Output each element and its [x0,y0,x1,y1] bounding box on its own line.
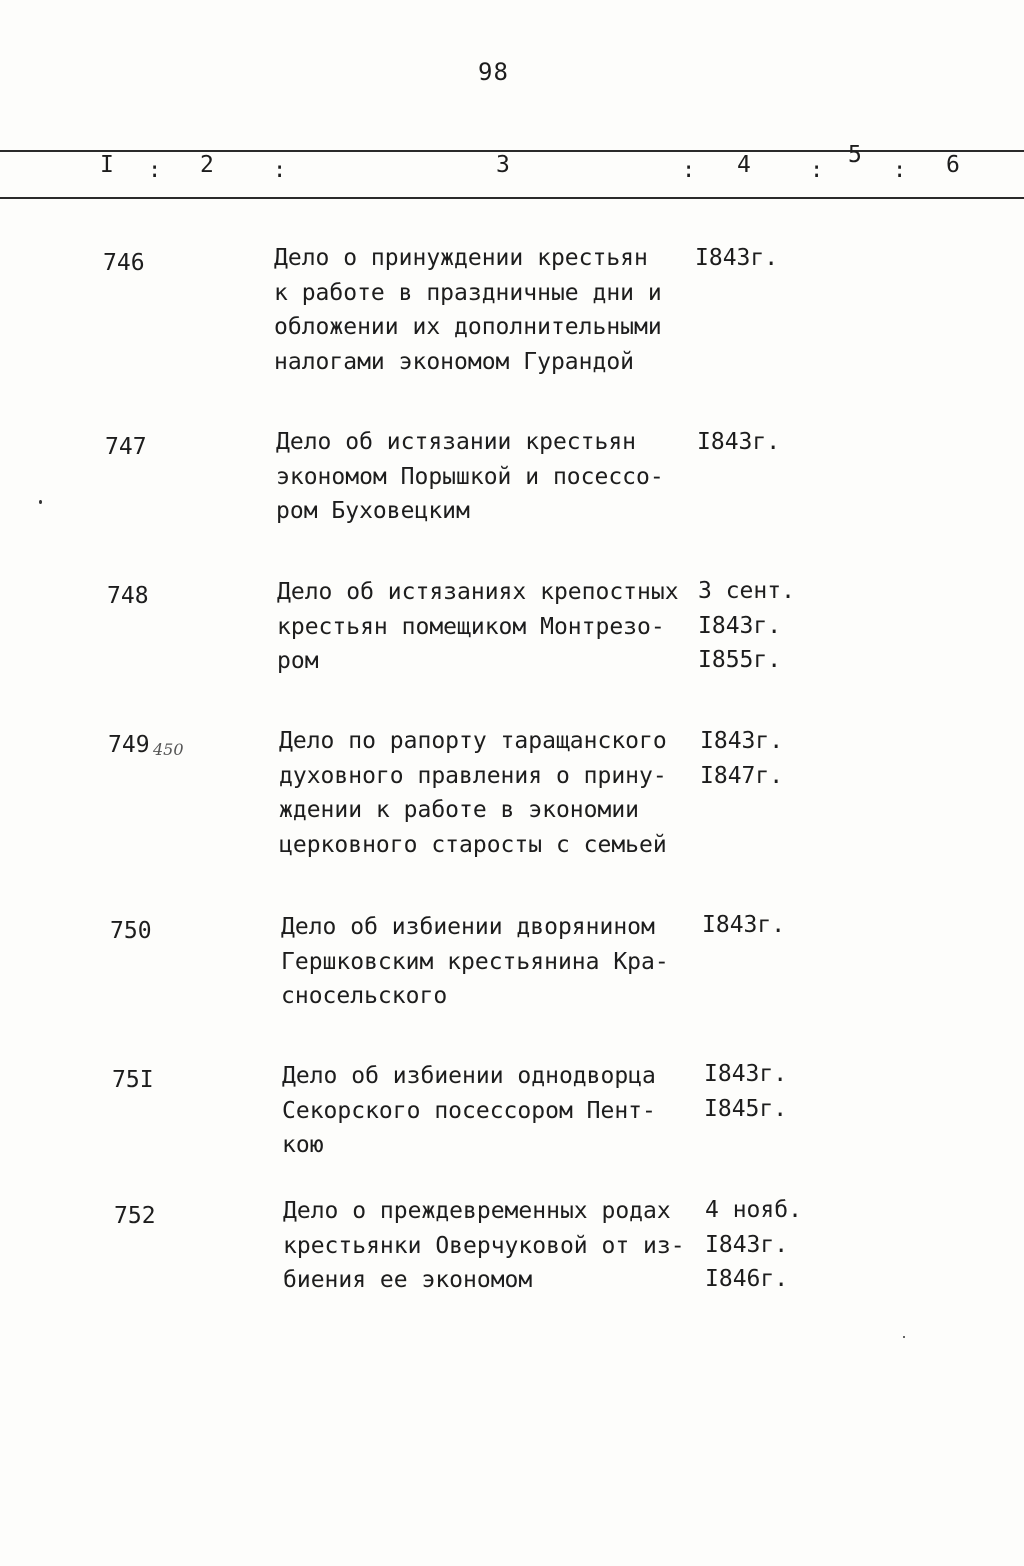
entry-title [277,575,679,679]
entry-date [705,1193,802,1297]
title-line: Дело об истязании крестьян [276,429,637,455]
entry-date [697,425,780,460]
ink-speck [903,1336,905,1338]
page-number: 98 [478,58,509,86]
date-line: I845г. [704,1095,788,1122]
entry-number: 750 [110,918,152,944]
column-header-2: 2 [200,152,214,178]
date-line: I843г. [704,1061,788,1087]
entry-title [279,724,667,862]
column-header-5: 5 [848,142,862,168]
title-line: крестьян помещиком Монтрезо- [277,613,665,640]
title-line: кою [282,1132,324,1158]
entry-date [698,574,795,678]
title-line: биения ее экономом [283,1267,533,1293]
column-header-3: 3 [496,152,510,178]
date-line: I843г. [700,728,784,754]
title-line: Секорского посессором Пент- [282,1097,656,1124]
date-line: 4 нояб. [705,1197,802,1223]
entry-date [695,241,778,276]
date-line: I843г. [702,912,786,938]
date-line: I843г. [695,245,779,271]
entry-title [276,425,664,529]
column-header-4: 4 [737,152,751,178]
entry-title [281,910,669,1014]
ink-speck [39,500,42,504]
title-line: Дело об истязаниях крепостных [277,579,679,605]
title-line: Дело об избиении дворянином [281,914,655,940]
date-line: I843г. [698,612,782,639]
column-separator: : [273,158,287,183]
title-line: духовного правления о прину- [279,762,667,789]
column-header-1: I [100,152,114,178]
title-line: Дело по рапорту таращанского [279,728,667,754]
entry-title [283,1194,685,1298]
column-separator: : [810,158,824,183]
header-bottom-rule [0,197,1024,199]
column-separator: : [893,158,907,183]
column-header-6: 6 [946,152,960,178]
title-line: Дело о преждевременных родах [283,1198,671,1224]
title-line: сносельского [281,983,448,1009]
entry-number: 746 [103,250,145,276]
date-line: I846г. [705,1266,789,1292]
title-line: налогами экономом Гурандой [274,348,635,375]
entry-date [700,724,783,793]
title-line: Гершковским крестьянина Кра- [281,948,669,975]
entry-number: 75I [112,1067,154,1093]
title-line: обложении их дополнительными [274,314,662,340]
date-line: I843г. [705,1231,789,1258]
entry-number: 748 [107,583,149,609]
date-line: I843г. [697,429,781,455]
title-line: ром [277,648,319,674]
header-top-rule [0,150,1024,152]
entry-date [702,908,785,943]
date-line: I847г. [700,762,784,789]
column-separator: : [682,158,696,183]
title-line: церковного старосты с семьей [279,831,667,858]
title-line: экономом Порышкой и посессо- [276,463,664,490]
date-line: I855г. [698,647,782,673]
date-line: 3 сент. [698,578,795,604]
entry-number: 747 [105,434,147,460]
entry-date [704,1057,787,1126]
column-separator: : [148,158,162,183]
entry-title [274,241,662,379]
title-line: Дело об избиении однодворца [282,1063,656,1089]
entry-title [282,1059,656,1163]
title-line: ром Буховецким [276,498,470,524]
entry-number: 752 [114,1203,156,1229]
title-line: ждении к работе в экономии [279,797,640,823]
entry-number: 749 [108,732,150,758]
title-line: Дело о принуждении крестьян [274,245,648,271]
handwritten-annotation: 450 [153,740,184,759]
title-line: к работе в праздничные дни и [274,279,662,306]
title-line: крестьянки Оверчуковой от из- [283,1232,685,1259]
